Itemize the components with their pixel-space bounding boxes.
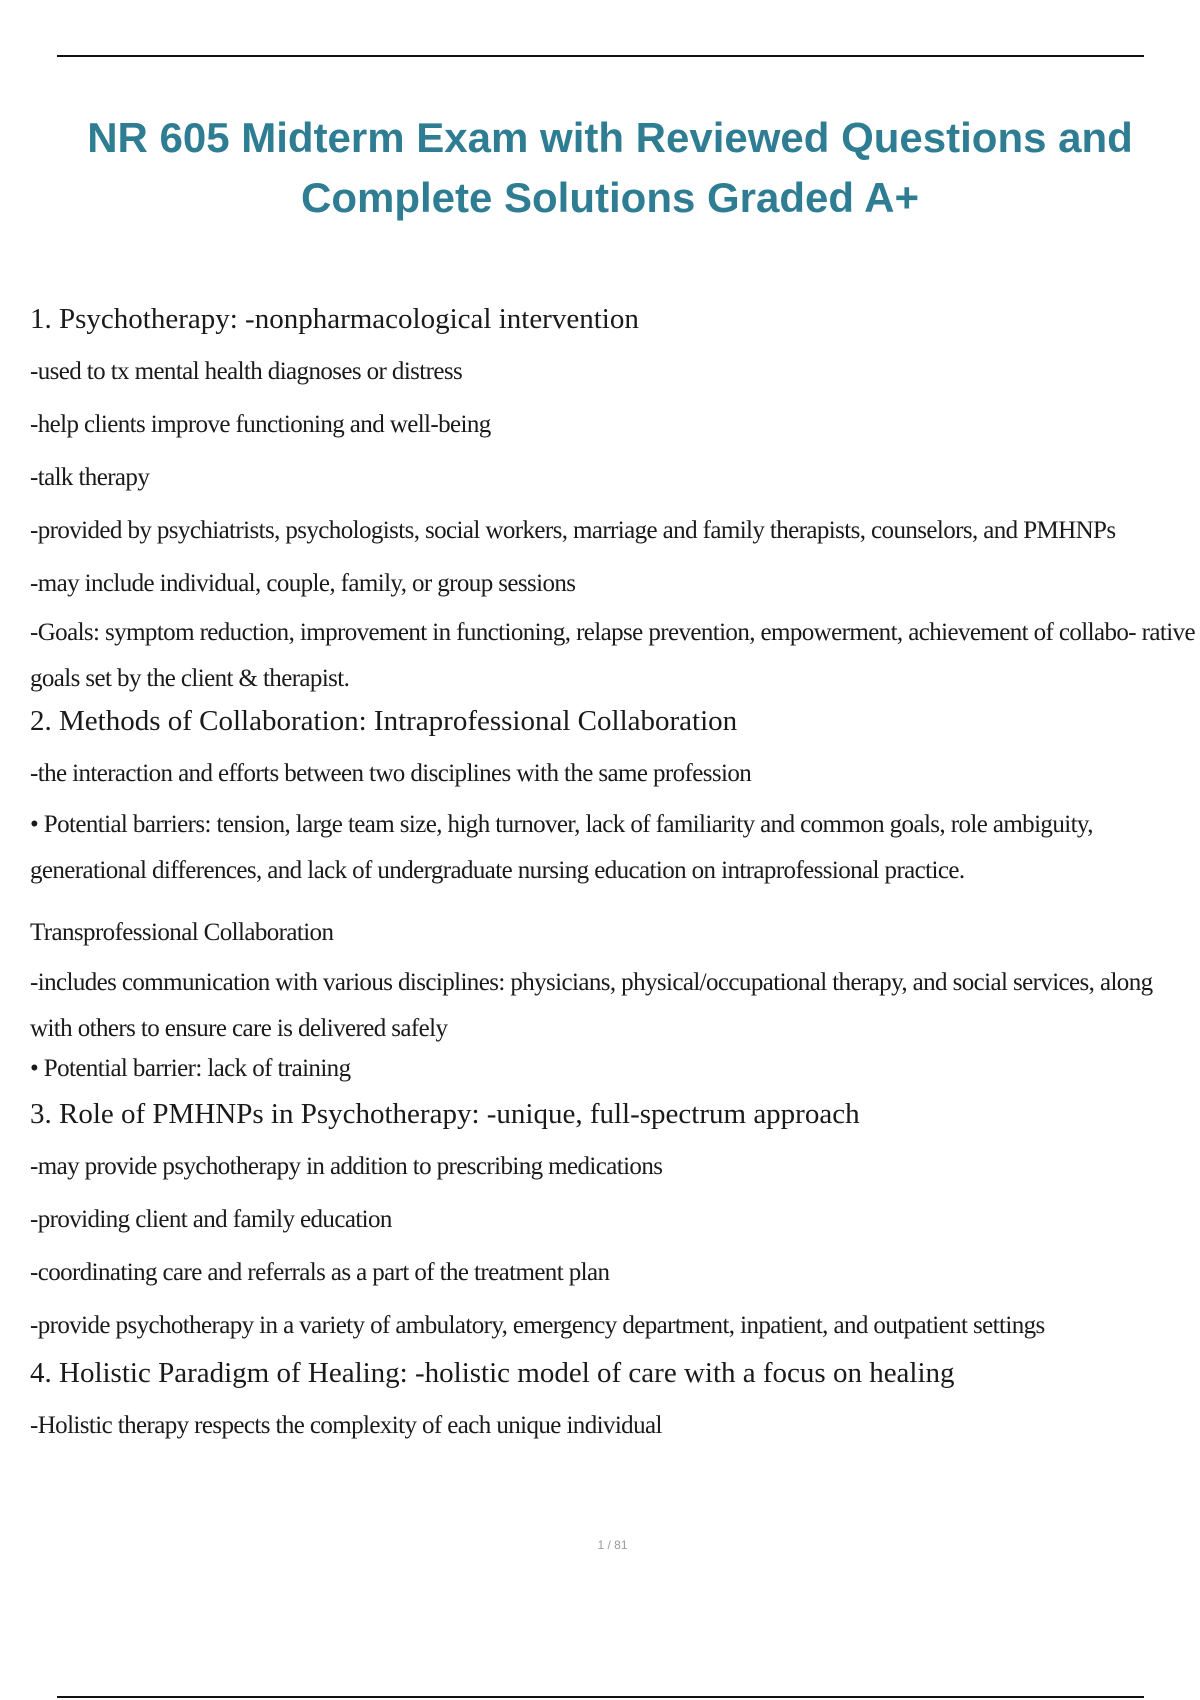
question-2-heading: 2. Methods of Collaboration: Intraprofessional Collaboration bbox=[30, 705, 738, 737]
question-3-heading: 3. Role of PMHNPs in Psychotherapy: -unique, full-spectrum approach bbox=[30, 1098, 860, 1130]
title-line-2: Complete Solutions Graded A+ bbox=[300, 174, 920, 221]
q2-barriers: • Potential barriers: tension, large team size, high turnover, lack of familiarity and common goals, role ambiguity, generational differences, and lack of undergraduate nursing education on intraprofessional practice. bbox=[30, 811, 1093, 884]
q2-line-1: -the interaction and efforts between two disciplines with the same profession bbox=[30, 760, 752, 787]
q3-line-3: -coordinating care and referrals as a part of the treatment plan bbox=[30, 1259, 610, 1286]
q1-line-4: -provided by psychiatrists, psychologists, social workers, marriage and family therapists, counselors, and PMHNPs bbox=[30, 517, 1116, 544]
page-number: 1 / 81 bbox=[597, 1538, 628, 1552]
q2-trans-text: -includes communication with various disciplines: physicians, physical/occupational therapy, and social services, along with others to ensure care is delivered safely bbox=[30, 969, 1153, 1042]
bottom-rule bbox=[57, 1696, 1144, 1698]
question-4-heading: 4. Holistic Paradigm of Healing: -holistic model of care with a focus on healing bbox=[30, 1357, 955, 1389]
q3-line-4: -provide psychotherapy in a variety of ambulatory, emergency department, inpatient, and outpatient settings bbox=[30, 1312, 1045, 1339]
document-title bbox=[30, 108, 1190, 228]
q3-line-2: -providing client and family education bbox=[30, 1206, 392, 1233]
q1-line-5: -may include individual, couple, family, or group sessions bbox=[30, 570, 576, 597]
q1-line-1: -used to tx mental health diagnoses or distress bbox=[30, 358, 463, 385]
document-body bbox=[30, 302, 1200, 1443]
q1-line-3: -talk therapy bbox=[30, 464, 150, 491]
q1-line-2: -help clients improve functioning and well-being bbox=[30, 411, 491, 438]
question-1-heading: 1. Psychotherapy: -nonpharmacological intervention bbox=[30, 303, 639, 335]
q4-line-1: -Holistic therapy respects the complexity of each unique individual bbox=[30, 1412, 662, 1439]
title-line-1: NR 605 Midterm Exam with Reviewed Questions and bbox=[87, 114, 1133, 161]
q2-subheading: Transprofessional Collaboration bbox=[30, 919, 334, 946]
q3-line-1: -may provide psychotherapy in addition to prescribing medications bbox=[30, 1153, 663, 1180]
q2-trans-barrier: • Potential barrier: lack of training bbox=[30, 1055, 351, 1082]
q1-goals: -Goals: symptom reduction, improvement in functioning, relapse prevention, empowerment, achievement of collabo- rative goals set by the client & therapist. bbox=[30, 619, 1195, 692]
top-rule bbox=[57, 55, 1144, 57]
